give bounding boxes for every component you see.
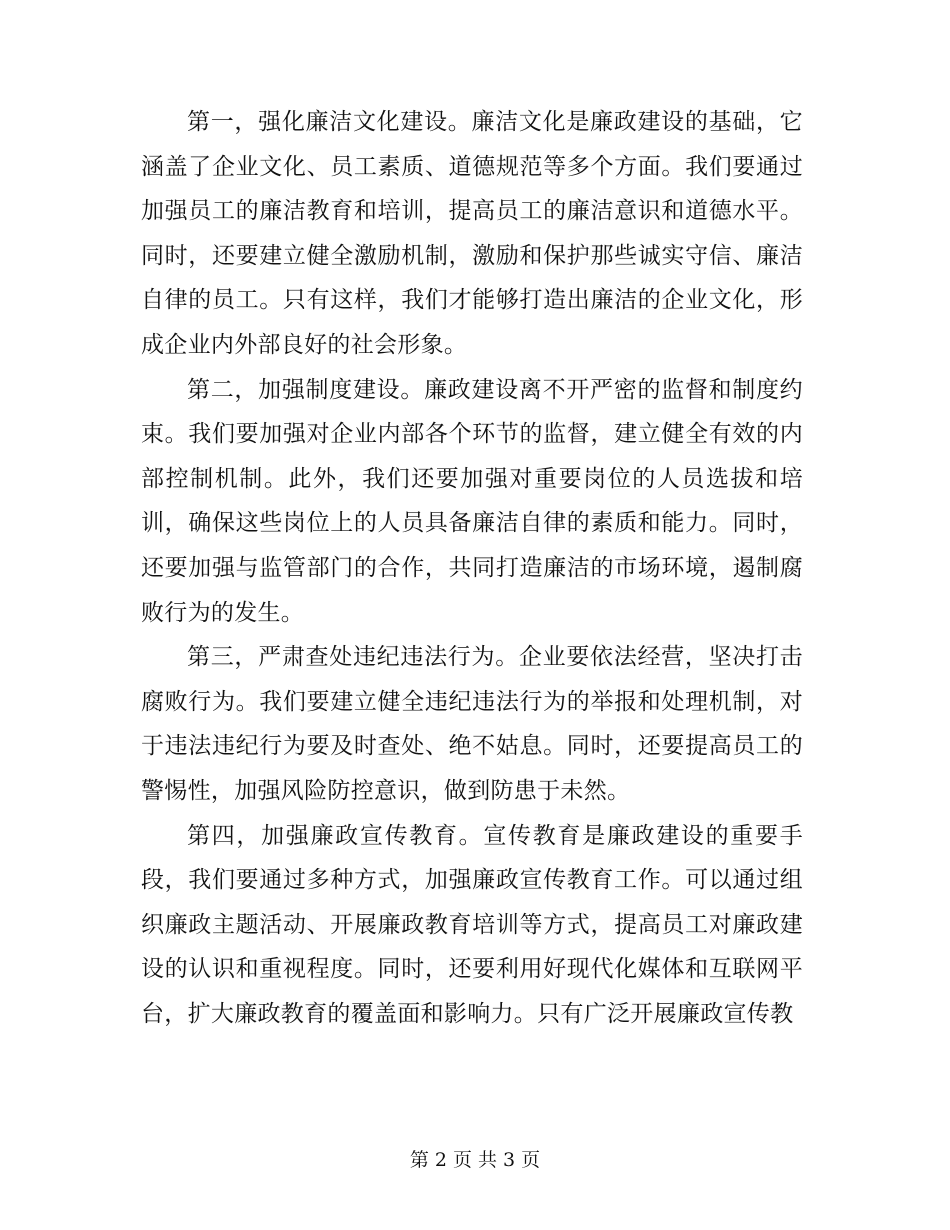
paragraph-4: 第四，加强廉政宣传教育。宣传教育是廉政建设的重要手段，我们要通过多种方式，加强廉政宣传教育工作。可以通过组织廉政主题活动、开展廉政教育培训等方式，提高员工对廉政建设的认识和重视程度。同时，还要利用好现代化媒体和互联网平台，扩大廉政教育的覆盖面和影响力。只有广泛开展廉政宣传教 bbox=[141, 822, 803, 1027]
paragraph-2: 第二，加强制度建设。廉政建设离不开严密的监督和制度约束。我们要加强对企业内部各个环节的监督，建立健全有效的内部控制机制。此外，我们还要加强对重要岗位的人员选拔和培训，确保这些岗位上的人员具备廉洁自律的素质和能力。同时，还要加强与监管部门的合作，共同打造廉洁的市场环境，遏制腐败行为的发生。 bbox=[141, 376, 803, 626]
paragraph-3: 第三，严肃查处违纪违法行为。企业要依法经营，坚决打击腐败行为。我们要建立健全违纪违法行为的举报和处理机制，对于违法违纪行为要及时查处、绝不姑息。同时，还要提高员工的警惕性，加强风险防控意识，做到防患于未然。 bbox=[141, 644, 803, 804]
page-number-label: 第 2 页 共 3 页 bbox=[409, 1149, 541, 1171]
page-footer bbox=[0, 1148, 950, 1172]
document-body bbox=[141, 100, 803, 1036]
paragraph-1: 第一，强化廉洁文化建设。廉洁文化是廉政建设的基础，它涵盖了企业文化、员工素质、道德规范等多个方面。我们要通过加强员工的廉洁教育和培训，提高员工的廉洁意识和道德水平。同时，还要建立健全激励机制，激励和保护那些诚实守信、廉洁自律的员工。只有这样，我们才能够打造出廉洁的企业文化，形成企业内外部良好的社会形象。 bbox=[141, 109, 803, 358]
